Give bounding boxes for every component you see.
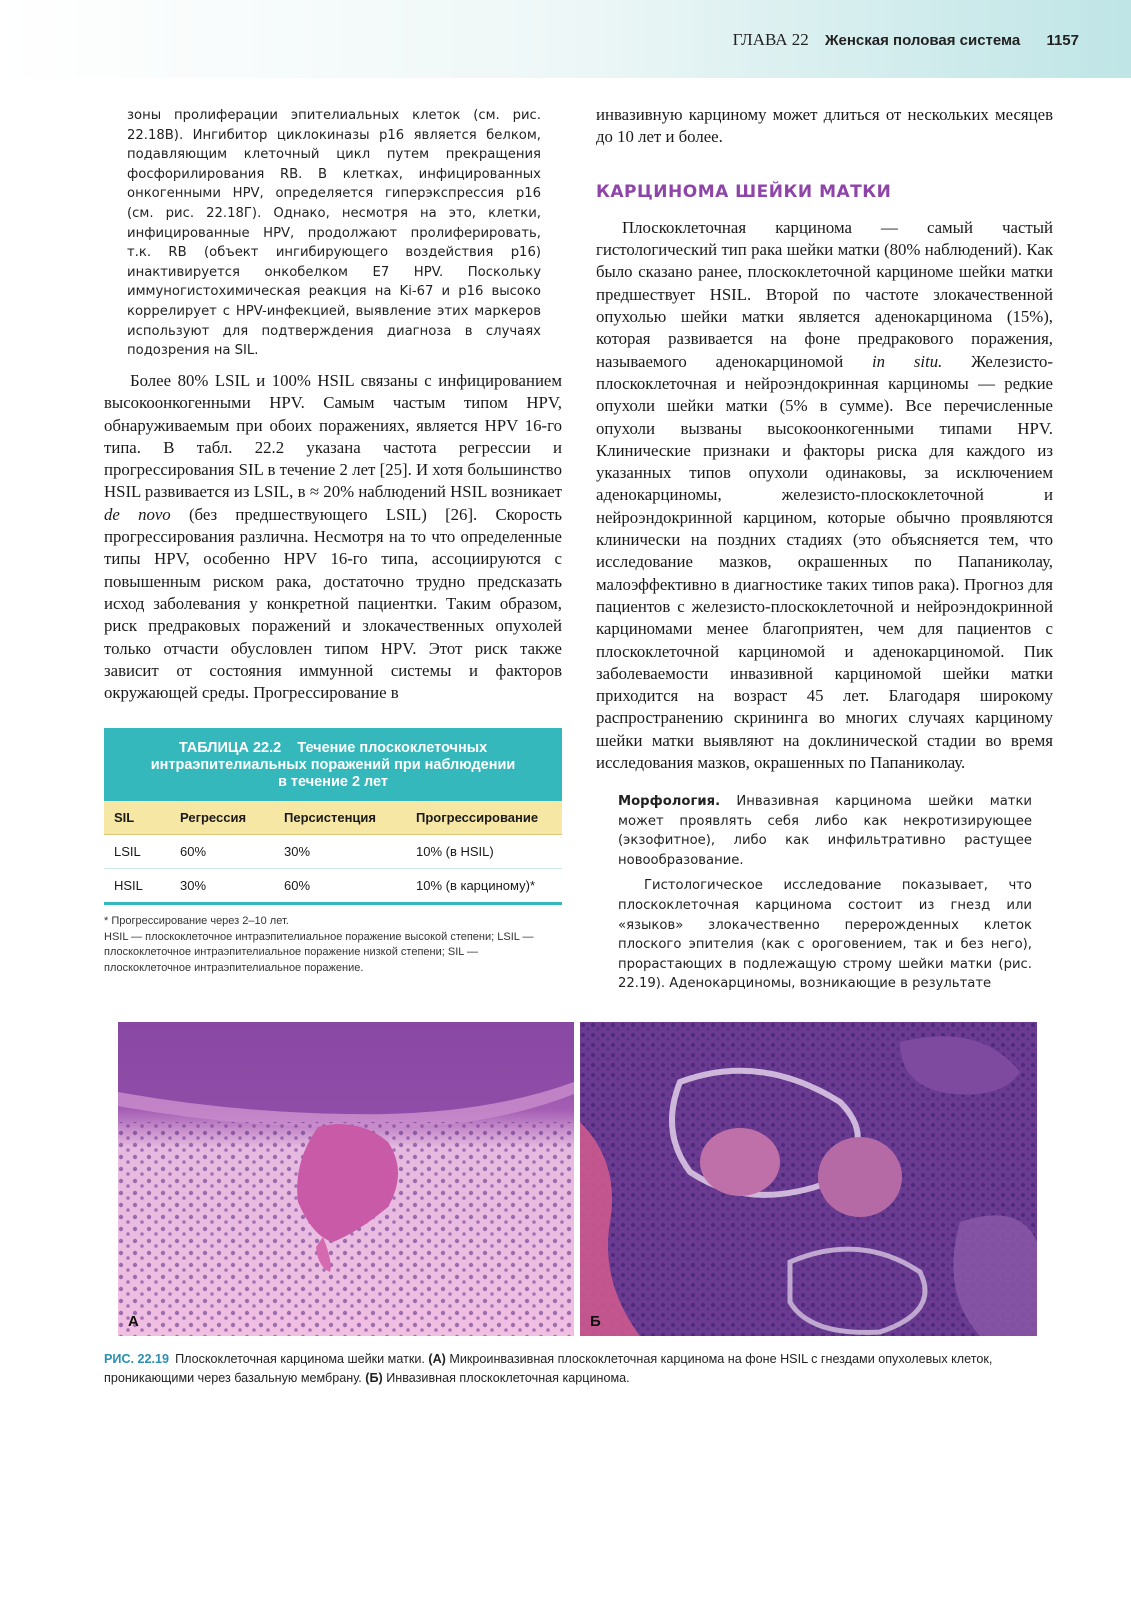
histology-paragraph: Гистологическое исследование показывает, что плоскоклеточная карцинома состоит из гнезд или «языков» злокачественно перерожденных клеток плоского эпителия (как с ороговением, так и без него), прорастающих в подлежащую строму шейки матки (рис. 22.19). Аденокарциномы, возникающие в результате bbox=[618, 878, 1032, 992]
header-cell: Регрессия bbox=[170, 801, 274, 835]
figure-caption: РИС. 22.19 Плоскоклеточная карцинома шейки матки. (А) Микроинвазивная плоскоклеточная карцинома на фоне HSIL с гнездами опухолевых клеток, проникающими через базальную мембрану. (Б) Инвазивная плоскоклеточная карцинома. bbox=[104, 1352, 993, 1385]
header-cell: Прогрессирование bbox=[406, 801, 562, 835]
table-cell: HSIL bbox=[104, 869, 170, 904]
footnote-star: * Прогрессирование через 2–10 лет. bbox=[104, 915, 289, 927]
section-heading: КАРЦИНОМА ШЕЙКИ МАТКИ bbox=[596, 181, 892, 202]
panel-label-a: А bbox=[128, 1313, 139, 1330]
chapter-label: ГЛАВА 22 bbox=[732, 30, 809, 49]
header-cell: Персистенция bbox=[274, 801, 406, 835]
figure-panel-b bbox=[580, 1022, 1037, 1336]
header-cell: SIL bbox=[104, 801, 170, 835]
page-number: 1157 bbox=[1046, 32, 1079, 49]
footnote-abbreviations: HSIL — плоскоклеточное интраэпителиальное поражение высокой степени; LSIL — плоскоклеточное интраэпителиальное поражение низкой степени; SIL — плоскоклеточное интраэпителиальное поражение. bbox=[104, 930, 534, 974]
table-cell: LSIL bbox=[104, 835, 170, 869]
right-column bbox=[596, 104, 1053, 774]
table-cell: 10% (в HSIL) bbox=[406, 835, 562, 869]
continuation-text: инвазивную карциному может длиться от нескольких месяцев до 10 лет и более. bbox=[596, 105, 1053, 147]
caption-label: РИС. 22.19 bbox=[104, 1352, 170, 1366]
morphology-paragraph: Морфология. Инвазивная карцинома шейки матки может проявлять себя либо как некротизирующее (экзофитное), либо как инфильтративно растущее новообразование. bbox=[618, 794, 1032, 868]
left-box-paragraph bbox=[127, 106, 541, 361]
chapter-title: Женская половая система bbox=[824, 32, 1021, 49]
main-paragraph: Более 80% LSIL и 100% HSIL связаны с инфицированием высокоонкогенными HPV. Самым частым типом HPV, обнаруживаемым при обоих поражениях, является HPV 16-го типа. В табл. 22.2 указана частота регрессии и прогрессирования SIL в течение 2 лет [25]. И хотя большинство HSIL развивается из LSIL, в ≈ 20% наблюдений HSIL возникает de novo (без предшествующего LSIL) [26]. Скорость прогрессирования различна. Несмотря на то что определенные типы HPV, особенно HPV 16-го типа, ассоциируются с повышенным риском рака, достаточно трудно предсказать исход заболевания у конкретной пациентки. Таким образом, риск предраковых поражений и злокачественных опухолей только отчасти обусловлен типом HPV. Этот риск также зависит от состояния иммунной системы и факторов окружающей среды. Прогрессирование в bbox=[104, 371, 562, 703]
table-cell: 60% bbox=[170, 835, 274, 869]
table-row bbox=[104, 869, 562, 904]
table-cell: 30% bbox=[170, 869, 274, 904]
table-cell: 60% bbox=[274, 869, 406, 904]
table-row bbox=[104, 835, 562, 869]
table-cell: 10% (в карциному)* bbox=[406, 869, 562, 904]
table-grid bbox=[104, 801, 562, 905]
micrograph-a-image bbox=[118, 1022, 574, 1336]
table-title: ТАБЛИЦА 22.2 Течение плоскоклеточных интраэпителиальных поражений при наблюдении в течение 2 лет bbox=[104, 728, 562, 801]
table-cell: 30% bbox=[274, 835, 406, 869]
micrograph-b-image bbox=[580, 1022, 1037, 1336]
table-22-2 bbox=[104, 728, 562, 905]
table-header-row bbox=[104, 801, 562, 835]
figure-panel-a bbox=[118, 1022, 574, 1336]
table-footnotes bbox=[104, 914, 562, 976]
morphology-box bbox=[618, 792, 1032, 994]
box-text: зоны пролиферации эпителиальных клеток (см. рис. 22.18В). Ингибитор циклокиназы p16 является белком, подавляющим клеточный цикл путем прекращения фосфорилирования RB. В клетках, инфицированных онкогенными HPV, определяется гиперэкспрессия p16 (см. рис. 22.18Г). Однако, несмотря на это, клетки, инфицированные HPV, продолжают пролиферировать, т.к. RB (объект ингибирующего воздействия p16) инактивируется онкобелком E7 HPV. Поскольку иммуногистохимическая реакция на Ki-67 и p16 высоко коррелирует с HPV-инфекцией, выявление этих маркеров используют для подтверждения диагноза в случаях подозрения на SIL. bbox=[127, 108, 541, 359]
running-header bbox=[733, 30, 1079, 50]
left-main-text bbox=[104, 370, 562, 704]
section-paragraph: Плоскоклеточная карцинома — самый частый гистологический тип рака шейки матки (80% наблюдений). Как было сказано ранее, плоскоклеточной карциноме шейки матки предшествует HSIL. Второй по частоте злокачественной опухолью шейки матки является аденокарцинома (15%), которая развивается на фоне предракового поражения, называемого аденокарциномой in situ. Железисто-плоскоклеточная и нейроэндокринная карциномы — редкие опухоли шейки матки (5% в сумме). Все перечисленные опухоли вызваны высокоонкогенными типами HPV. Клинические признаки и факторы риска для каждого из указанных типов опухоли одинаковы, за исключением аденокарциномы, железисто-плоскоклеточной и нейроэндокринной карцином, которые обычно проявляются клинически на поздних стадиях (это объясняется тем, что исследование мазков, окрашенных по Папаниколау, малоэффективно в диагностике таких типов рака). Прогноз для пациентов с железисто-плоскоклеточной и нейроэндокринной карциномами менее благоприятен, чем для пациентов с плоскоклеточной карциномой и аденокарциномой. Пик заболеваемости инвазивной карциномой шейки матки приходится на возраст 45 лет. Благодаря широкому распространению скрининга во многих случаях карциному шейки матки выявляют на доклинической стадии во время исследования мазков, окрашенных по Папаниколау. bbox=[596, 217, 1053, 773]
panel-label-b: Б bbox=[590, 1313, 601, 1330]
